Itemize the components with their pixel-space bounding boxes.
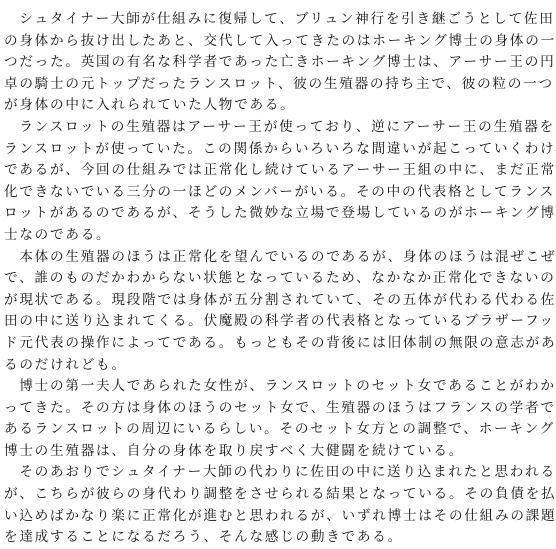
text-line: ランスロットが使っていた。この関係からいろいろな間違いが起こっていくわけ xyxy=(4,140,556,157)
text-line: 卓の騎士の元トップだったランスロット、彼の生殖器の持ち主で、彼の粒の一つ xyxy=(4,75,554,92)
text-line: が現状である。現段階では身体が五分割されていて、その五体が代わる代わる佐 xyxy=(4,291,556,308)
text-line: が身体の中に入れられていた人物である。 xyxy=(4,97,296,114)
text-line: 化できないでいる三分の一ほどのメンバーがいる。その中の代表格としてランス xyxy=(4,183,556,200)
text-line: ってきた。その方は身体のほうのセット女で、生殖器のほうはフランスの学者で xyxy=(4,399,556,416)
text-line: ド元代表の操作によってである。もっともその背後には旧体制の無限の意志があ xyxy=(4,334,556,351)
text-line: 士なのである。 xyxy=(4,226,112,243)
text-line: で、誰のものだかわからない状態となっているため、なかなか正常化できないの xyxy=(4,270,556,287)
text-line: 本体の生殖器のほうは正常化を望んでいるのであるが、身体のほうは混ぜこぜ xyxy=(4,248,556,265)
text-line: そのあおりでシュタイナー大師の代わりに佐田の中に送り込まれたと思われる xyxy=(4,464,556,481)
text-line: が、こちらが彼らの身代わり調整をさせられる結果となっている。その負債を払 xyxy=(4,486,556,503)
text-line: ロットがあるのであるが、そうした微妙な立場で登場しているのがホーキング博 xyxy=(4,205,556,222)
document-body xyxy=(4,9,556,549)
text-line: つだった。英国の有名な科学者であった亡きホーキング博士は、アーサー王の円 xyxy=(4,54,556,71)
text-line: い込めばかなり楽に正常化が進むと思われるが、いずれ博士はその仕組みの課題 xyxy=(4,507,556,524)
text-line: あるランスロットの周辺にいるらしい。そのセット女方との調整で、ホーキング xyxy=(4,421,556,438)
text-line: の身体から抜け出したあと、交代して入ってきたのはホーキング博士の身体の一 xyxy=(4,32,556,49)
text-line: シュタイナー大師が仕組みに復帰して、ブリュン神行を引き継ごうとして佐田 xyxy=(4,11,555,27)
text-line: であるが、今回の仕組みでは正常化し続けているアーサー王組の中に、まだ正常 xyxy=(4,162,556,179)
text-line: 田の中に送り込まれてくる。伏魔殿の科学者の代表格となっているブラザーフッ xyxy=(4,313,555,330)
text-line: るのだけれども。 xyxy=(4,356,127,373)
text-line: ランスロットの生殖器はアーサー王が使っており、逆にアーサー王の生殖器を xyxy=(4,118,555,135)
text-line: 博士の生殖器は、自分の身体を取り戻すべく大健闘を続けている。 xyxy=(4,442,465,459)
text-line: を達成することになるだろう、そんな感じの動きである。 xyxy=(4,529,403,546)
text-line: 博士の第一夫人であられた女性が、ランスロットのセット女であることがわか xyxy=(4,378,556,395)
